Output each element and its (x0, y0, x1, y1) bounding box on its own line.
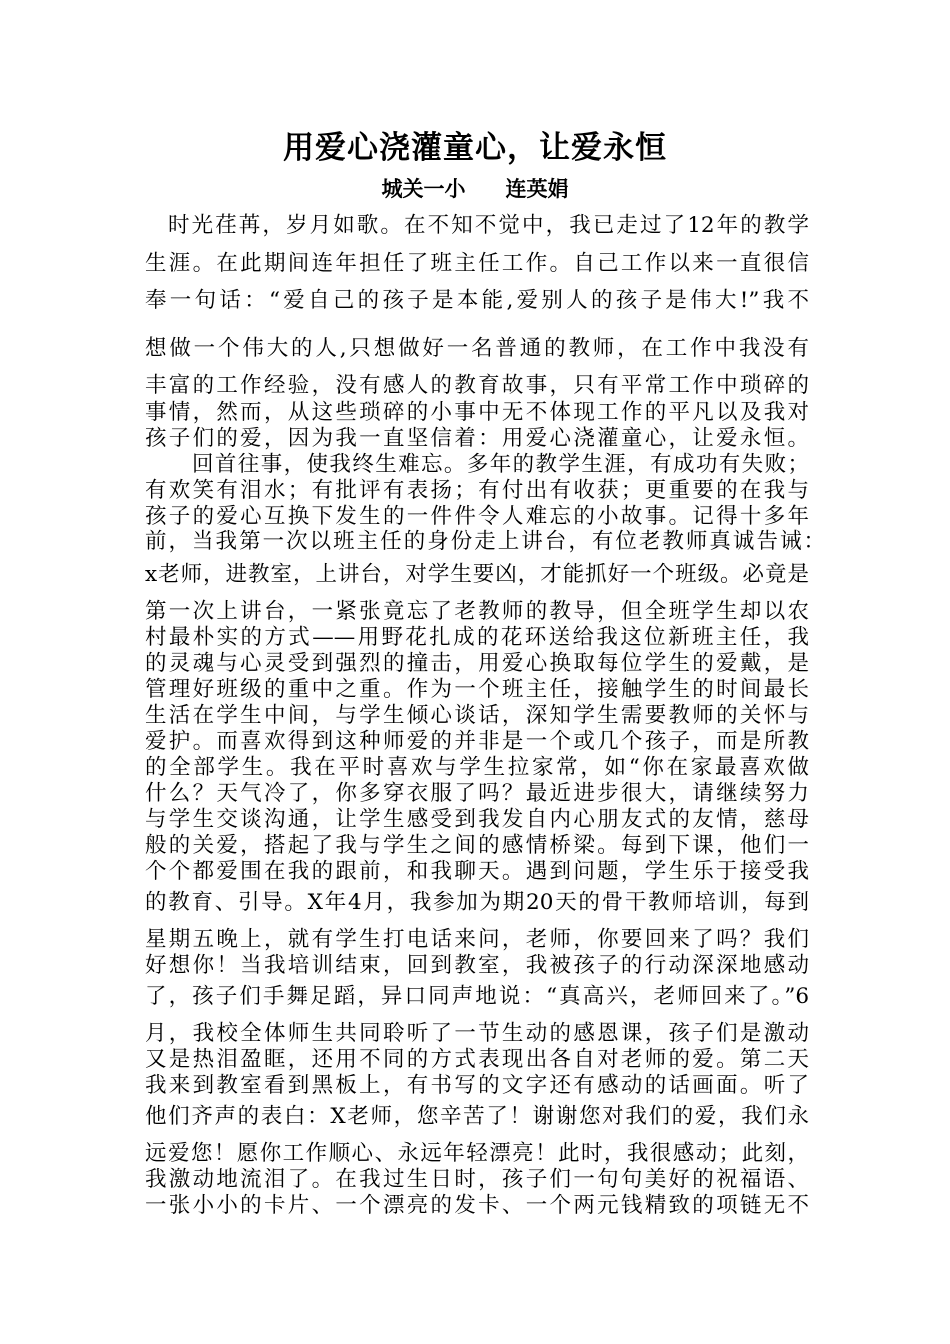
body-line: 孩子的爱心互换下发生的一件件令人难忘的小故事。记得十多年 (145, 504, 809, 529)
body-line: 他们齐声的表白：X老师，您辛苦了！谢谢您对我们的爱，我们永 (145, 1104, 809, 1129)
body-line: 我来到教室看到黑板上，有书写的文字还有感动的话画面。听了 (145, 1073, 809, 1098)
body-line: 了，孩子们手舞足蹈，异口同声地说：“真高兴，老师回来了。”6 (145, 984, 809, 1009)
author-name: 连英娟 (505, 177, 569, 201)
body-line: 爱护。而喜欢得到这种师爱的并非是一个或几个孩子，而是所教 (145, 729, 809, 754)
body-line: 奉一句话：“爱自己的孩子是本能,爱别人的孩子是伟大!”我不 (145, 288, 809, 313)
body-line: 什么？天气冷了，你多穿衣服了吗？最近进步很大，请继续努力 (145, 781, 809, 806)
body-line: 第一次上讲台，一紧张竟忘了老教师的教导，但全班学生却以农 (145, 599, 809, 624)
body-line: 丰富的工作经验，没有感人的教育故事，只有平常工作中琐碎的 (145, 373, 809, 398)
body-line: x老师，进教室，上讲台，对学生要凶，才能抓好一个班级。必竟是 (145, 562, 809, 587)
body-line: 远爱您！愿你工作顺心、永远年轻漂亮！此时，我很感动；此刻， (145, 1141, 809, 1166)
body-line: 好想你！当我培训结束，回到教室，我被孩子的行动深深地感动 (145, 953, 809, 978)
body-line: 的教育、引导。X年4月，我参加为期20天的骨干教师培训，每到 (145, 890, 809, 915)
body-line: 的全部学生。我在平时喜欢与学生拉家常，如“你在家最喜欢做 (145, 755, 809, 780)
body-line: 的灵魂与心灵受到强烈的撞击，用爱心换取每位学生的爱戴，是 (145, 651, 809, 676)
body-line: 又是热泪盈眶，还用不同的方式表现出各自对老师的爱。第二天 (145, 1047, 809, 1072)
author-school: 城关一小 (381, 177, 466, 201)
body-line: 事情，然而，从这些琐碎的小事中无不体现工作的平凡以及我对 (145, 400, 809, 425)
byline (0, 175, 950, 203)
body-line: 般的关爱，搭起了我与学生之间的感情桥梁。每到下课，他们一 (145, 833, 809, 858)
body-line: 月，我校全体师生共同聆听了一节生动的感恩课，孩子们是激动 (145, 1021, 809, 1046)
body-line: 个个都爱围在我的跟前，和我聊天。遇到问题，学生乐于接受我 (145, 859, 809, 884)
body-line: 生涯。在此期间连年担任了班主任工作。自己工作以来一直很信 (145, 251, 809, 276)
document-title: 用爱心浇灌童心，让爱永恒 (283, 130, 667, 166)
body-line: 我激动地流泪了。在我过生日时，孩子们一句句美好的祝福语、 (145, 1167, 809, 1192)
body-line: 前，当我第一次以班主任的身份走上讲台，有位老教师真诚告诫： (145, 529, 825, 554)
body-line: 回首往事，使我终生难忘。多年的教学生涯，有成功有失败； (192, 452, 809, 477)
body-line: 生活在学生中间，与学生倾心谈话，深知学生需要教师的关怀与 (145, 703, 809, 728)
body-line: 想做一个伟大的人,只想做好一名普通的教师，在工作中我没有 (145, 336, 809, 361)
body-line: 管理好班级的重中之重。作为一个班主任，接触学生的时间最长 (145, 677, 809, 702)
body-line: 时光荏苒，岁月如歌。在不知不觉中，我已走过了12年的教学 (168, 213, 809, 238)
body-line: 星期五晚上，就有学生打电话来问，老师，你要回来了吗？我们 (145, 927, 809, 952)
body-line: 有欢笑有泪水；有批评有表扬；有付出有收获；更重要的在我与 (145, 478, 809, 503)
body-line: 与学生交谈沟通，让学生感受到我发自内心朋友式的友情，慈母 (145, 807, 809, 832)
body-line: 孩子们的爱，因为我一直坚信着：用爱心浇灌童心，让爱永恒。 (145, 426, 809, 451)
body-line: 一张小小的卡片、一个漂亮的发卡、一个两元钱精致的项链无不 (145, 1193, 809, 1218)
body-line: 村最朴实的方式——用野花扎成的花环送给我这位新班主任，我 (145, 625, 809, 650)
